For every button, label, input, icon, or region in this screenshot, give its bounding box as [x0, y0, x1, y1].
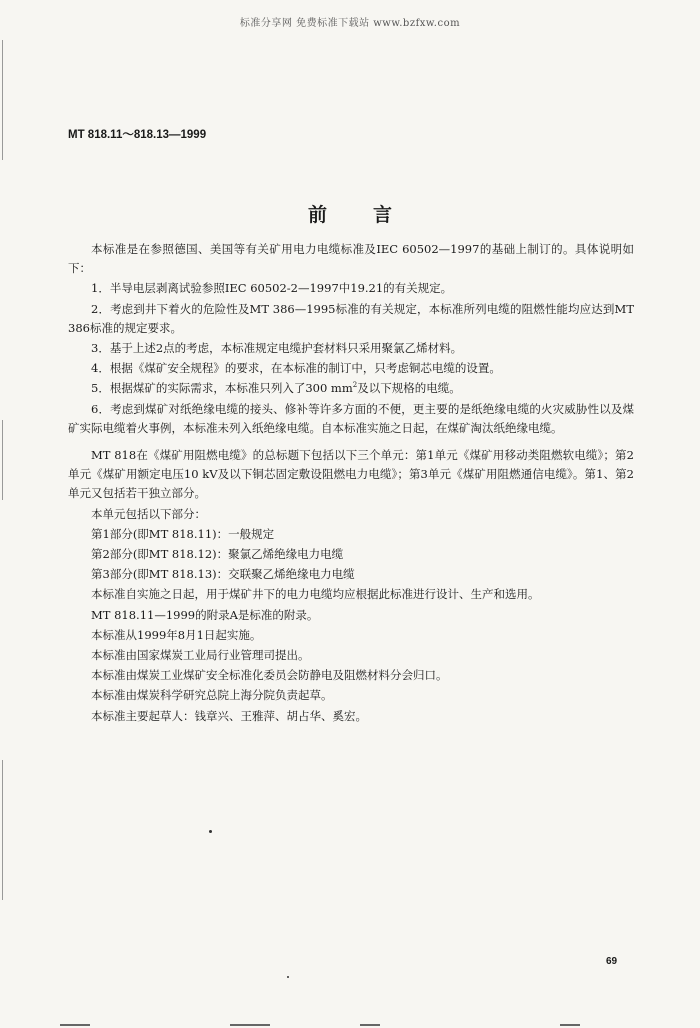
paragraph-appendix: MT 818.11—1999的附录A是标准的附录。: [91, 607, 319, 622]
scan-dot: [209, 830, 212, 833]
paragraph-drafters: 本标准主要起草人：钱章兴、王雅萍、胡占华、奚宏。: [91, 708, 367, 723]
scan-edge-mark: [2, 420, 3, 500]
paragraph-drafted-by: 本标准由煤炭科学研究总院上海分院负责起草。: [91, 688, 333, 703]
item-5-text-end: 及以下规格的电缆。: [357, 381, 461, 396]
paragraph-effective-date: 本标准从1999年8月1日起实施。: [91, 627, 262, 642]
scan-edge-mark: [2, 40, 3, 160]
paragraph-unit-parts: 本单元包括以下部分：: [91, 506, 206, 521]
paragraph-item-5: [68, 379, 634, 398]
paragraph-item-3: 3．基于上述2点的考虑，本标准规定电缆护套材料只采用聚氯乙烯材料。: [91, 341, 463, 356]
item-5-superscript: 2: [352, 381, 358, 390]
foreword-body: [68, 240, 634, 727]
page-title: 前言: [307, 204, 438, 226]
watermark-text: 标准分享网 免费标准下载站 www.bzfxw.com: [239, 18, 461, 29]
paragraph-part-1: 第1部分(即MT 818.11)：一般规定: [91, 526, 275, 541]
paragraph-proposed-by: 本标准由国家煤炭工业局行业管理司提出。: [91, 648, 310, 663]
paragraph-item-2: 2．考虑到井下着火的危险性及MT 386—1995标准的有关规定，本标准所列电缆的阻燃性能均应达到MT 386标准的规定要求。: [68, 301, 634, 335]
paragraph-intro: 本标准是在参照德国、美国等有关矿用电力电缆标准及IEC 60502—1997的基础上制订的。具体说明如下：: [68, 242, 634, 276]
paragraph-item-6: 6．考虑到煤矿对纸绝缘电缆的接头、修补等许多方面的不便，更主要的是纸绝缘电缆的火灾威胁性以及煤矿实际电缆着火事例，本标准未列入纸绝缘电缆。自本标准实施之日起，在煤矿淘汰纸绝缘电缆。: [68, 401, 634, 435]
scan-dot: [287, 976, 289, 978]
paragraph-implementation: 本标准自实施之日起，用于煤矿井下的电力电缆均应根据此标准进行设计、生产和选用。: [91, 587, 540, 602]
item-5-text: 5．根据煤矿的实际需求，本标准只列入了300 mm: [91, 381, 353, 396]
paragraph-centralized-by: 本标准由煤炭工业煤矿安全标准化委员会防静电及阻燃材料分会归口。: [91, 668, 448, 683]
paragraph-units: MT 818在《煤矿用阻燃电缆》的总标题下包括以下三个单元：第1单元《煤矿用移动类阻燃软电缆》；第2单元《煤矿用额定电压10 kV及以下铜芯固定敷设阻燃电力电缆》；第3单元《煤矿用阻燃通信电缆》。第1、第2单元又包括若干独立部分。: [68, 448, 634, 501]
paragraph-part-3: 第3部分(即MT 818.13)：交联聚乙烯绝缘电力电缆: [91, 567, 355, 582]
paragraph-item-4: 4．根据《煤矿安全规程》的要求，在本标准的制订中，只考虑铜芯电缆的设置。: [91, 361, 501, 376]
scan-bottom-edge: [0, 1022, 700, 1026]
page-number: 69: [606, 956, 618, 967]
standard-code: MT 818.11～818.13—1999: [68, 129, 207, 141]
scan-edge-mark: [2, 760, 3, 900]
paragraph-item-1: 1．半导电层剥离试验参照IEC 60502-2—1997中19.21的有关规定。: [91, 281, 453, 296]
paragraph-part-2: 第2部分(即MT 818.12)：聚氯乙烯绝缘电力电缆: [91, 547, 344, 562]
